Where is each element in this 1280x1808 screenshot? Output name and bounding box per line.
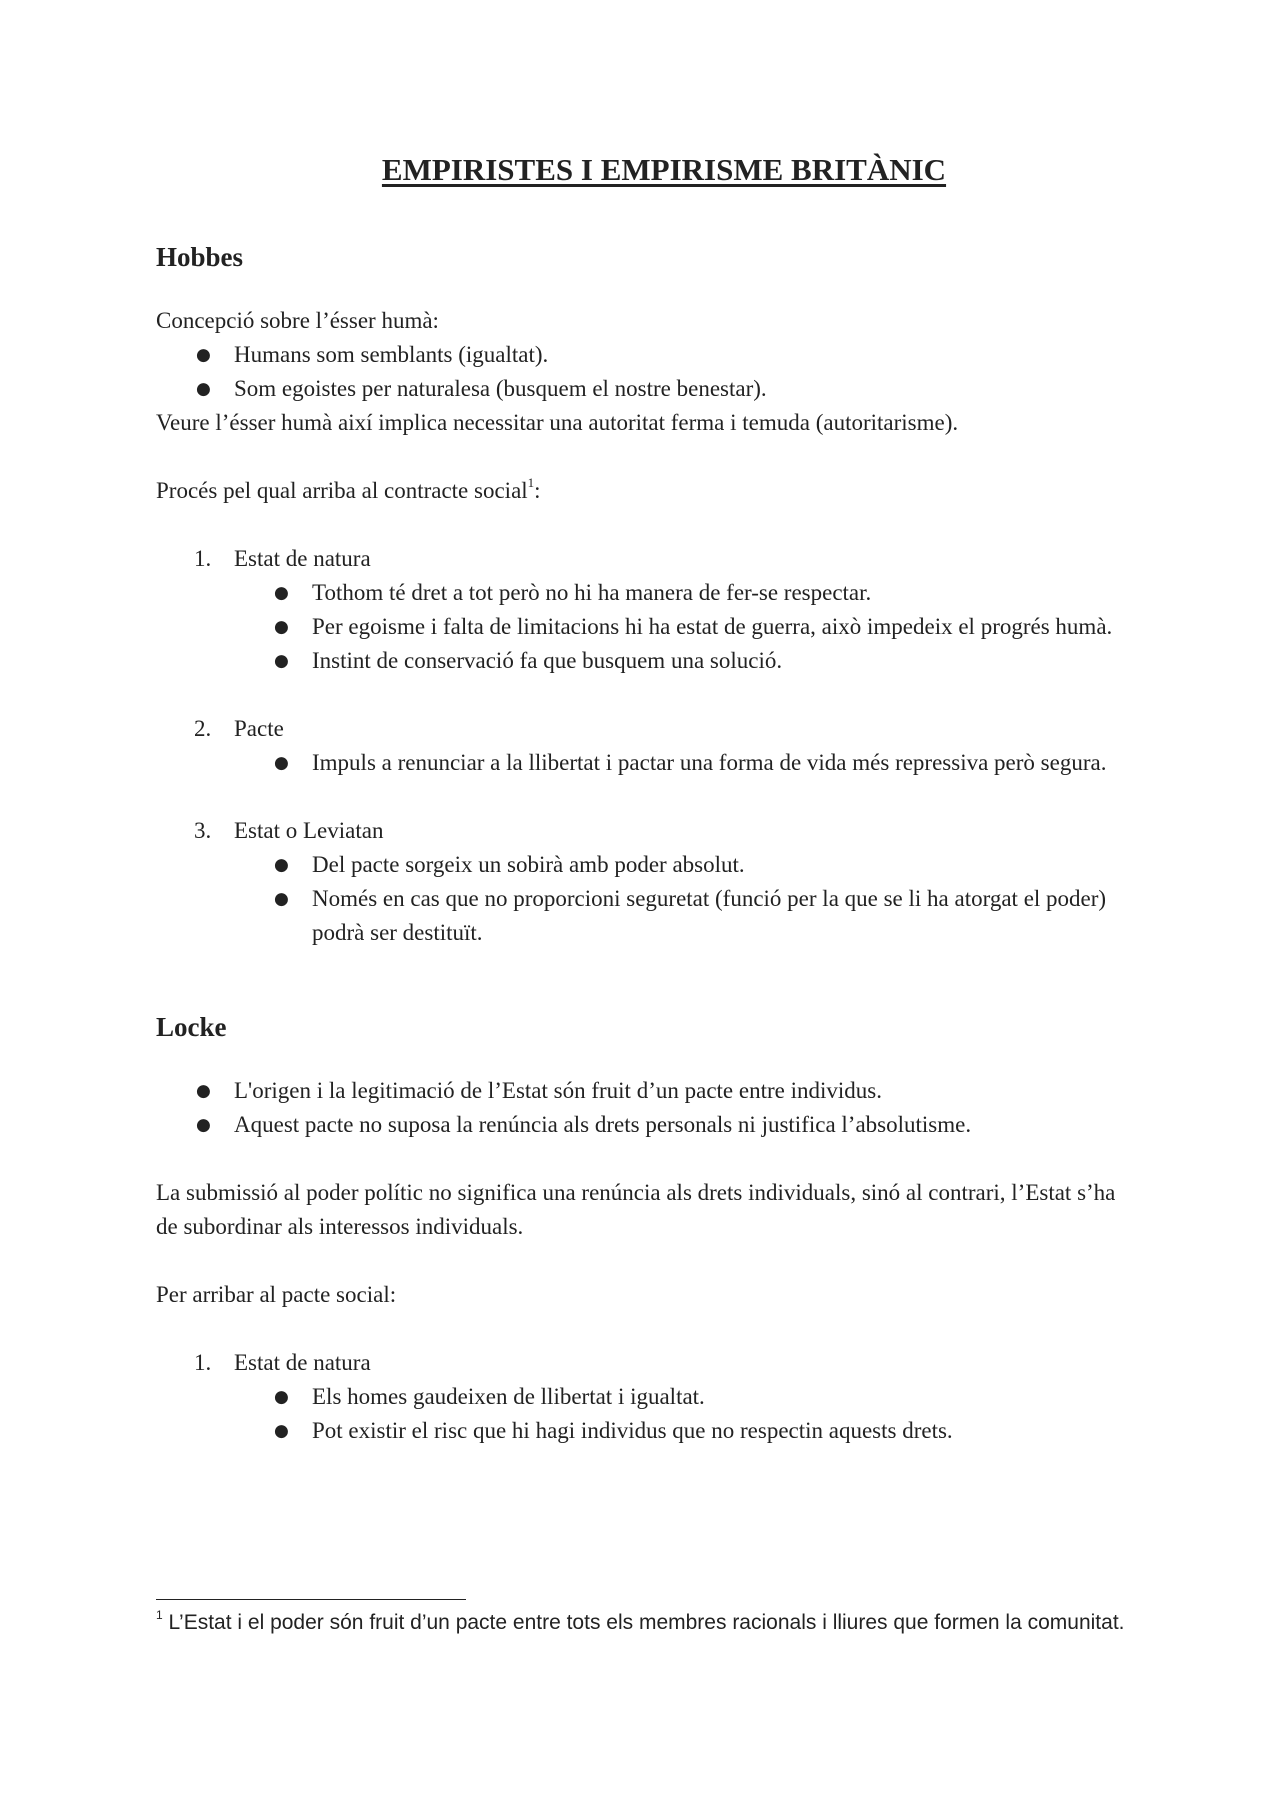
list-item: ● Humans som semblants (igualtat). [156,338,1136,372]
hobbes-concepcio-label: Concepció sobre l’ésser humà: [156,308,439,333]
list-item: ● Els homes gaudeixen de llibertat i igualtat. [156,1380,1136,1414]
locke-paragraph: La submissió al poder polític no significa una renúncia als drets individuals, sinó al contrari, l’Estat s’ha de subordinar als interessos individuals. [156,1180,1116,1239]
footnote-text: L’Estat i el poder són fruit d’un pacte entre tots els membres racionals i lliures que formen la comunitat. [162,1611,1125,1634]
list-item: ● Tothom té dret a tot però no hi ha manera de fer-se respectar. [156,576,1136,610]
locke-steps [156,1346,1136,1448]
list-item: ● Pot existir el risc que hi hagi individus que no respectin aquests drets. [156,1414,1136,1448]
list-item: ● Del pacte sorgeix un sobirà amb poder absolut. [156,848,1136,882]
list-item: ● Som egoistes per naturalesa (busquem el nostre benestar). [156,372,1136,406]
hobbes-step-1: 1. Estat de natura ● Tothom té dret a tot però no hi ha manera de fer-se respectar. ● Per egoisme i falta de limitacions hi ha estat de guerra, això impedeix el progrés humà. ● Instint de conservació fa que busquem una solució. [156,542,1136,678]
document-title: EMPIRISTES I EMPIRISME BRITÀNIC [381,152,947,187]
footnote-divider [156,1599,466,1600]
list-item: ● Impuls a renunciar a la llibertat i pactar una forma de vida més repressiva però segura. [156,746,1136,780]
hobbes-conclusion: Veure l’ésser humà així implica necessitar una autoritat ferma i temuda (autoritarisme). [156,410,959,435]
list-item: ● Aquest pacte no suposa la renúncia als drets personals ni justifica l’absolutisme. [156,1108,1136,1142]
hobbes-steps [156,542,1136,950]
list-item: ● L'origen i la legitimació de l’Estat són fruit d’un pacte entre individus. [156,1074,1136,1108]
list-item: ● Per egoisme i falta de limitacions hi ha estat de guerra, això impedeix el progrés humà. [156,610,1136,644]
locke-pacte-label: Per arribar al pacte social: [156,1282,397,1307]
footnote [156,1610,1136,1636]
list-item: ● Instint de conservació fa que busquem una solució. [156,644,1136,678]
hobbes-step-2: 2. Pacte ● Impuls a renunciar a la llibertat i pactar una forma de vida més repressiva però segura. [156,712,1136,780]
heading-hobbes: Hobbes [156,242,244,272]
heading-locke: Locke [156,1012,227,1042]
list-item: ● Només en cas que no proporcioni seguretat (funció per la que se li ha atorgat el poder) podrà ser destituït. [156,882,1136,950]
document-page [156,150,1136,1448]
hobbes-proces-label: Procés pel qual arriba al contracte social$^1$: [156,475,541,503]
footnote-number: 1 [156,1608,163,1622]
hobbes-step-3: 3. Estat o Leviatan ● Del pacte sorgeix un sobirà amb poder absolut. ● Només en cas que no proporcioni seguretat (funció per la que se li ha atorgat el poder) podrà ser destituït. [156,814,1136,950]
locke-list [156,1074,1136,1142]
hobbes-concepcio-list [156,338,1136,406]
footnote-ref[interactable]: 1 [527,475,535,491]
locke-step-1: 1. Estat de natura ● Els homes gaudeixen de llibertat i igualtat. ● Pot existir el risc que hi hagi individus que no respectin aquests drets. [156,1346,1136,1448]
